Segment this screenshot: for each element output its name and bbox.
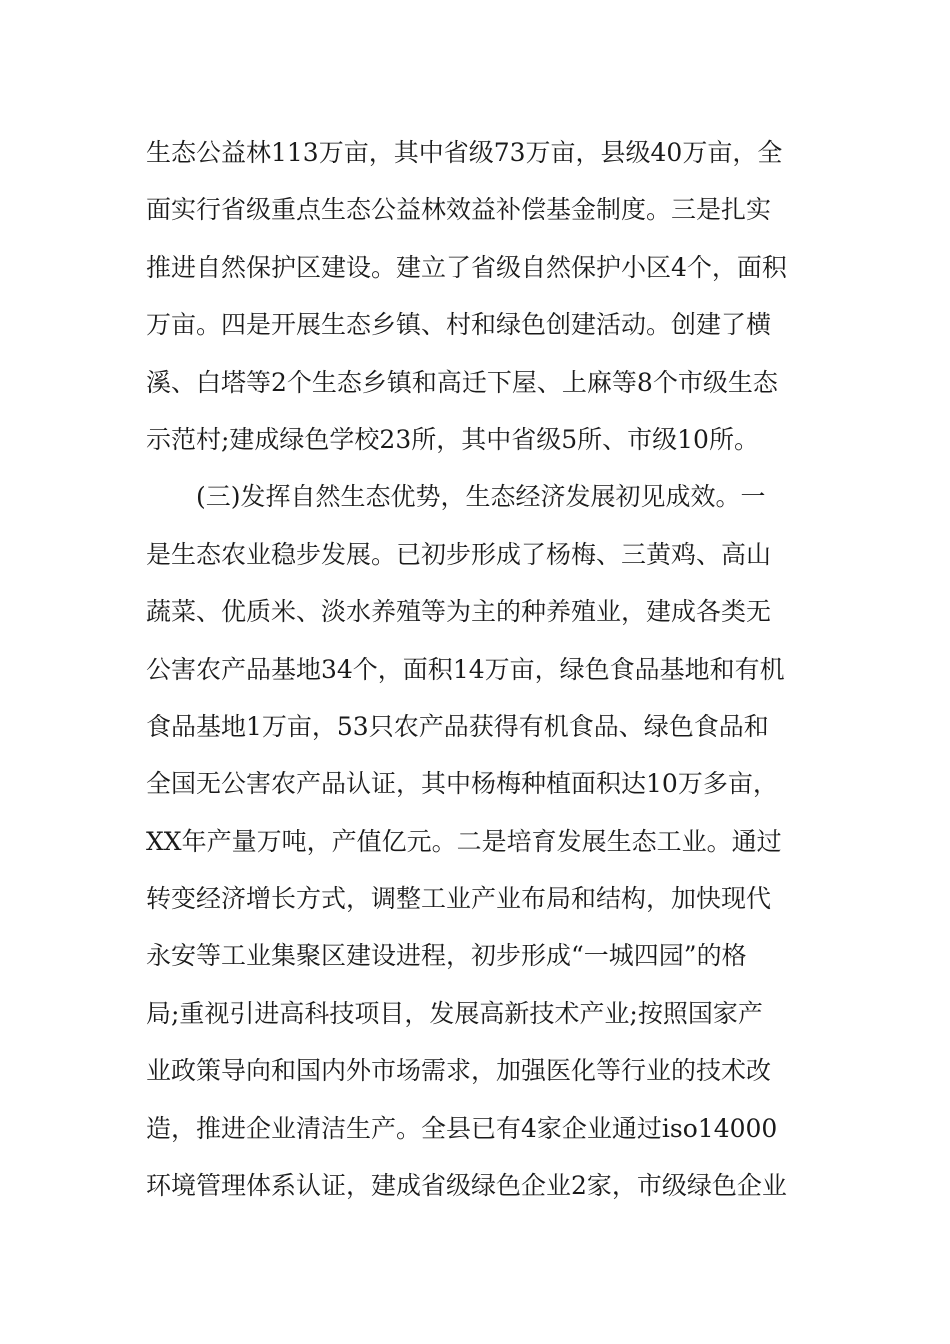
body-text xyxy=(146,124,836,1214)
text-line: 转变经济增长方式，调整工业产业布局和结构，加快现代 xyxy=(146,884,772,914)
text-line: 推进自然保护区建设。建立了省级自然保护小区4个，面积 xyxy=(146,252,787,282)
text-line: 公害农产品基地34个，面积14万亩，绿色食品基地和有机 xyxy=(146,654,785,684)
paragraph-heading-line: (三)发挥自然生态优势，生态经济发展初见成效。一 xyxy=(196,482,766,512)
text-line: 局;重视引进高科技项目，发展高新技术产业;按照国家产 xyxy=(146,998,763,1028)
text-line: 业政策导向和国内外市场需求，加强医化等行业的技术改 xyxy=(146,1056,772,1086)
text-line: 示范村;建成绿色学校23所，其中省级5所、市级10所。 xyxy=(146,424,759,454)
text-line: 生态公益林113万亩，其中省级73万亩，县级40万亩，全 xyxy=(146,138,783,167)
text-line: 食品基地1万亩，53只农产品获得有机食品、绿色食品和 xyxy=(146,711,769,741)
text-line: 是生态农业稳步发展。已初步形成了杨梅、三黄鸡、高山 xyxy=(146,539,772,569)
text-line: 万亩。四是开展生态乡镇、村和绿色创建活动。创建了横 xyxy=(146,310,772,340)
text-line: XX年产量万吨，产值亿元。二是培育发展生态工业。通过 xyxy=(146,826,782,856)
text-line: 蔬菜、优质米、淡水养殖等为主的种养殖业，建成各类无 xyxy=(146,597,772,627)
text-line: 全国无公害农产品认证，其中杨梅种植面积达10万多亩， xyxy=(146,769,778,799)
text-line: 环境管理体系认证，建成省级绿色企业2家，市级绿色企业 xyxy=(146,1171,787,1201)
text-line: 造，推进企业清洁生产。全县已有4家企业通过iso14000 xyxy=(146,1113,778,1143)
text-line: 溪、白塔等2个生态乡镇和高迁下屋、上麻等8个市级生态 xyxy=(146,367,778,397)
text-line: 永安等工业集聚区建设进程，初步形成“一城四园”的格 xyxy=(146,941,747,971)
text-line: 面实行省级重点生态公益林效益补偿基金制度。三是扎实 xyxy=(146,195,772,225)
